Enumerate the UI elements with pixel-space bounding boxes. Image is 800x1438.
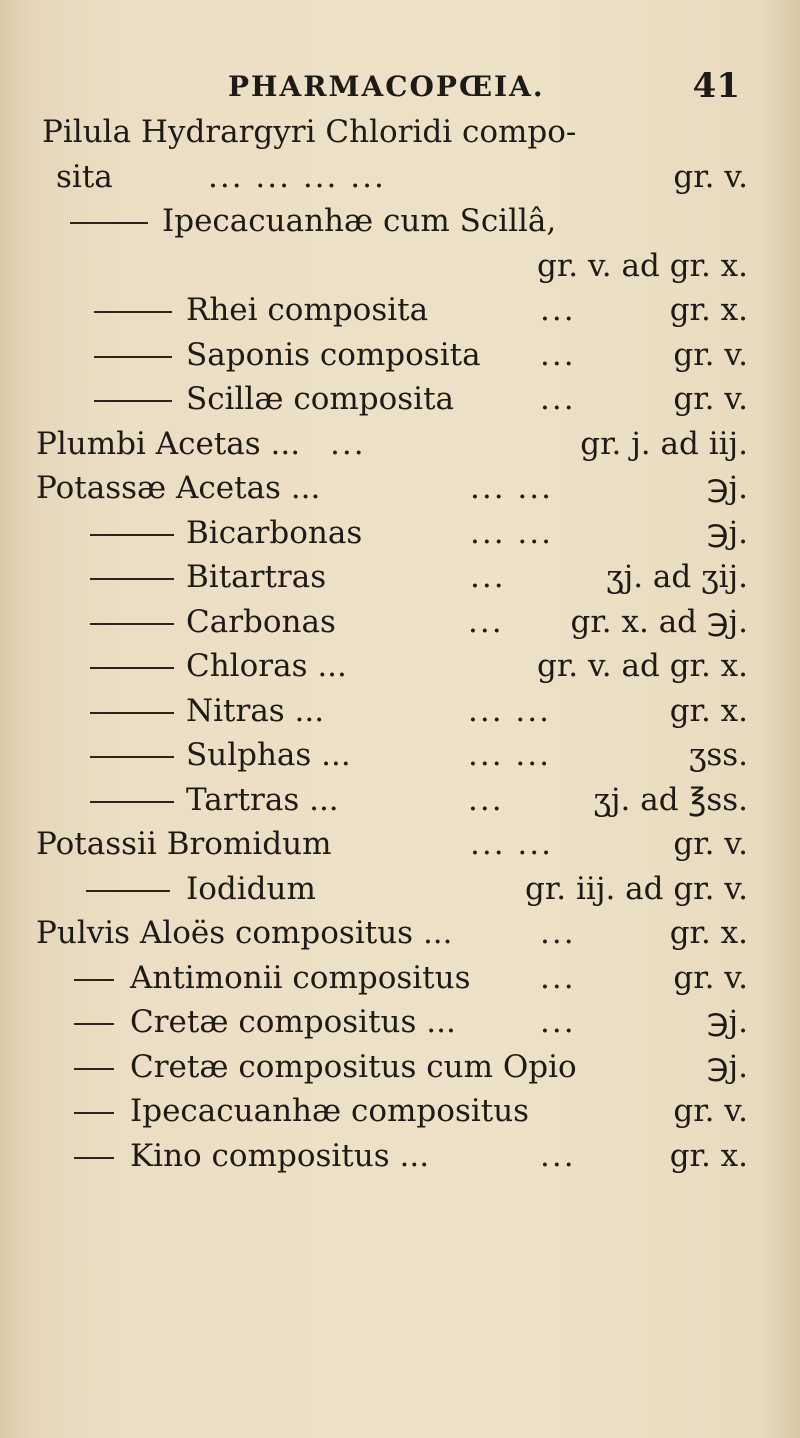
- entry-dose: gr. x. ad ℈j.: [570, 603, 748, 640]
- entry-row: [0, 1045, 800, 1090]
- entry-row: [0, 555, 800, 600]
- entry-dose: gr. v.: [673, 381, 748, 417]
- entry-dose: ℈j.: [706, 1048, 748, 1085]
- entry-row: [0, 422, 800, 467]
- entry-name: Pilula Hydrargyri Chloridi compo-: [42, 114, 577, 150]
- entry-dose: ℈j.: [706, 470, 748, 506]
- entry-dose: gr. x.: [669, 292, 748, 328]
- ditto-dash: [74, 1023, 114, 1025]
- leader-dots: ...: [540, 915, 576, 951]
- entry-dose: gr. j. ad iij.: [580, 425, 748, 462]
- entry-row: [0, 911, 800, 956]
- ditto-dash: [90, 667, 174, 669]
- page-header: [228, 66, 748, 114]
- leader-dots: ...: [540, 336, 576, 373]
- entry-row: [0, 155, 800, 200]
- entry-dose: gr. v.: [673, 158, 748, 195]
- entry-row: [0, 288, 800, 333]
- ditto-dash: [74, 1157, 114, 1159]
- entry-name: Carbonas: [186, 603, 336, 640]
- leader-dots: ... ...: [470, 514, 553, 551]
- entry-row: [0, 1134, 800, 1179]
- entry-row: [0, 867, 800, 912]
- leader-dots: ...: [468, 781, 504, 818]
- ditto-dash: [90, 712, 174, 714]
- entry-dose: ℈j.: [706, 514, 748, 551]
- ditto-dash: [90, 623, 174, 625]
- page-number: 41: [692, 66, 740, 106]
- entry-row: [0, 733, 800, 778]
- entry-name: Bitartras: [186, 559, 327, 595]
- entry-row: [0, 822, 800, 867]
- entry-dose: ʒj. ad ℥ss.: [593, 781, 748, 818]
- leader-dots: ...: [540, 381, 576, 417]
- entry-row: [0, 333, 800, 378]
- leader-dots: ... ...: [468, 737, 551, 773]
- entry-dose: gr. x.: [669, 692, 748, 729]
- dose-table: [0, 110, 800, 1178]
- entry-name: Rhei composita: [186, 292, 429, 328]
- entry-row: [0, 644, 800, 689]
- entry-name: Antimonii compositus: [130, 959, 471, 996]
- entry-dose: gr. iij. ad gr. v.: [525, 870, 748, 907]
- ditto-dash: [90, 534, 174, 536]
- ditto-dash: [86, 890, 170, 892]
- entry-row: [0, 466, 800, 511]
- entry-name: Bicarbonas: [186, 514, 363, 551]
- ditto-dash: [74, 1112, 114, 1114]
- entry-row: [0, 377, 800, 422]
- leader-dots: ...: [540, 1004, 576, 1040]
- entry-row: [0, 1000, 800, 1045]
- leader-dots: ...: [540, 959, 576, 996]
- entry-dose: ʒj. ad ʒij.: [606, 559, 748, 595]
- leader-dots: ... ...: [470, 470, 553, 506]
- entry-row: [0, 199, 800, 244]
- entry-dose: gr. x.: [669, 1137, 748, 1174]
- entry-dose: ℈j.: [706, 1004, 748, 1040]
- entry-row: [0, 110, 800, 155]
- entry-dose: gr. x.: [669, 915, 748, 951]
- entry-name: Potassæ Acetas ...: [36, 470, 321, 506]
- ditto-dash: [90, 756, 174, 758]
- entry-name: sita: [56, 158, 113, 195]
- entry-name: Sulphas ...: [186, 737, 351, 773]
- leader-dots: ...: [470, 559, 506, 595]
- entry-name: Tartras ...: [186, 781, 339, 818]
- leader-dots: ... ... ... ...: [208, 158, 386, 195]
- leader-dots: ...: [330, 425, 366, 462]
- entry-dose: gr. v.: [673, 826, 748, 862]
- entry-dose: gr. v.: [673, 1093, 748, 1129]
- entry-row: [0, 778, 800, 823]
- leader-dots: ...: [540, 292, 576, 328]
- leader-dots: ...: [540, 1137, 576, 1174]
- entry-dose: gr. v.: [673, 336, 748, 373]
- entry-name: Nitras ...: [186, 692, 325, 729]
- entry-dose: gr. v.: [673, 959, 748, 996]
- entry-row: [0, 956, 800, 1001]
- entry-row: [0, 511, 800, 556]
- entry-name: Chloras ...: [186, 648, 347, 684]
- leader-dots: ... ...: [468, 692, 551, 729]
- entry-name: Scillæ composita: [186, 381, 455, 417]
- ditto-dash: [74, 979, 114, 981]
- entry-name: Cretæ compositus cum Opio: [130, 1048, 577, 1085]
- entry-row: [0, 244, 800, 289]
- entry-name: Plumbi Acetas ...: [36, 425, 301, 462]
- entry-name: Pulvis Aloës compositus ...: [36, 915, 453, 951]
- ditto-dash: [70, 222, 148, 224]
- entry-row: [0, 1089, 800, 1134]
- ditto-dash: [94, 400, 172, 402]
- running-title: PHARMACOPŒIA.: [228, 70, 545, 103]
- entry-dose: gr. v. ad gr. x.: [537, 247, 748, 284]
- ditto-dash: [94, 356, 172, 358]
- entry-name: Ipecacuanhæ cum Scillâ,: [162, 203, 557, 239]
- entry-row: [0, 689, 800, 734]
- ditto-dash: [90, 578, 174, 580]
- leader-dots: ... ...: [470, 826, 553, 862]
- ditto-dash: [90, 801, 174, 803]
- entry-dose: gr. v. ad gr. x.: [537, 648, 748, 684]
- entry-name: Saponis composita: [186, 336, 481, 373]
- entry-row: [0, 600, 800, 645]
- entry-dose: ʒss.: [688, 737, 748, 773]
- entry-name: Iodidum: [186, 870, 316, 907]
- entry-name: Ipecacuanhæ compositus: [130, 1093, 530, 1129]
- entry-name: Potassii Bromidum: [36, 826, 332, 862]
- ditto-dash: [74, 1068, 114, 1070]
- leader-dots: ...: [468, 603, 504, 640]
- entry-name: Cretæ compositus ...: [130, 1004, 456, 1040]
- entry-name: Kino compositus ...: [130, 1137, 430, 1174]
- ditto-dash: [94, 311, 172, 313]
